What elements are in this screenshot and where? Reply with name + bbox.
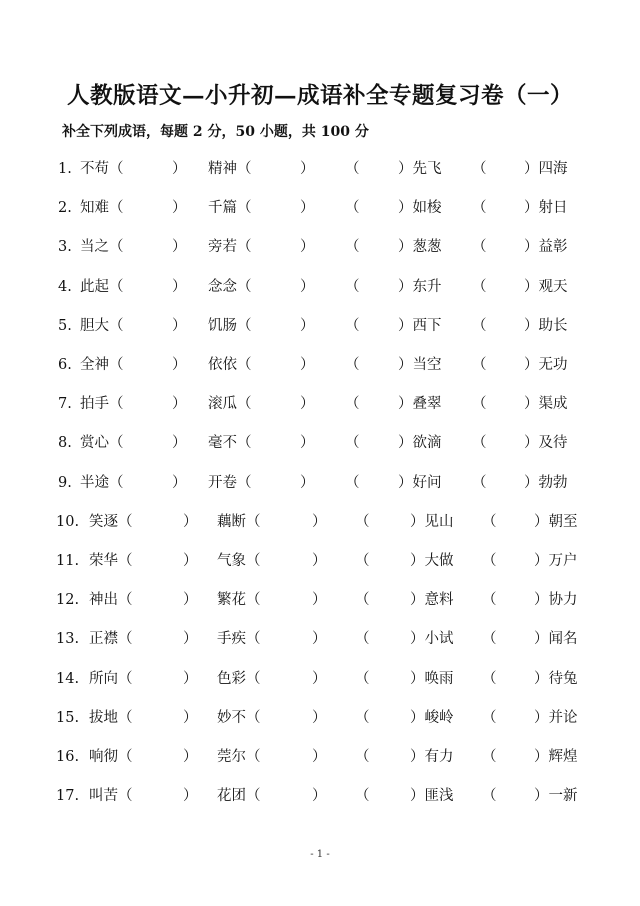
page-title: 人教版语文—小升初—成语补全专题复习卷（一） [66, 83, 573, 109]
blank-2-prefix: 莞尔（ [217, 749, 261, 765]
blank-2-prefix: 滚瓜（ [208, 396, 252, 413]
blank-1-prefix: 不苟（ [80, 161, 124, 177]
blank-2-close: ） [300, 396, 315, 413]
blank-3-open: （ [345, 239, 360, 256]
question-number: 17. [56, 788, 80, 805]
blank-3-suffix: ）峻岭 [410, 709, 454, 726]
blank-4-suffix: ）辉煌 [534, 749, 578, 765]
blank-2-close: ） [300, 357, 315, 373]
blank-3-open: （ [345, 396, 360, 413]
question-number: 12. [56, 592, 80, 609]
blank-4-open: （ [482, 513, 497, 530]
blank-2-prefix: 依依（ [208, 357, 252, 373]
blank-1-prefix: 所向（ [89, 670, 133, 687]
blank-1-close: ） [183, 553, 198, 569]
blank-2-close: ） [300, 161, 315, 177]
blank-3-open: （ [345, 278, 360, 295]
blank-1-close: ） [172, 435, 187, 452]
blank-4-open: （ [482, 631, 497, 648]
blank-2-close: ） [312, 749, 327, 765]
blank-4-suffix: ）助长 [524, 317, 568, 334]
blank-1-prefix: 正襟（ [89, 631, 133, 648]
question-row [0, 275, 640, 299]
question-number: 13. [56, 631, 80, 648]
blank-3-open: （ [355, 631, 370, 648]
blank-1-close: ） [183, 670, 198, 687]
question-number: 5. [58, 317, 72, 334]
question-number: 7. [58, 396, 72, 413]
blank-4-suffix: ）四海 [524, 161, 568, 177]
blank-1-prefix: 此起（ [80, 278, 124, 295]
question-row [0, 431, 640, 455]
blank-2-close: ） [300, 474, 315, 491]
blank-4-open: （ [472, 474, 487, 491]
blank-2-close: ） [312, 513, 327, 530]
question-number: 9. [58, 474, 72, 491]
instruction-text: 补全下列成语，每题 2 分，50 小题，共 100 分 [62, 124, 369, 140]
blank-4-open: （ [472, 357, 487, 373]
question-number: 6. [58, 357, 72, 373]
blank-2-prefix: 精神（ [208, 161, 252, 177]
blank-3-open: （ [345, 357, 360, 373]
blank-4-open: （ [482, 788, 497, 805]
blank-2-prefix: 花团（ [217, 788, 261, 805]
blank-3-suffix: ）叠翠 [398, 396, 442, 413]
blank-1-prefix: 拔地（ [89, 709, 133, 726]
blank-3-open: （ [355, 788, 370, 805]
blank-1-prefix: 赏心（ [80, 435, 124, 452]
blank-4-suffix: ）射日 [524, 200, 568, 217]
blank-1-close: ） [183, 749, 198, 765]
blank-4-suffix: ）朝至 [534, 513, 578, 530]
blank-1-prefix: 荣华（ [89, 553, 133, 569]
blank-4-suffix: ）协力 [534, 592, 578, 609]
question-number: 10. [56, 513, 80, 530]
blank-2-close: ） [300, 278, 315, 295]
blank-3-open: （ [355, 513, 370, 530]
blank-1-close: ） [172, 357, 187, 373]
question-number: 16. [56, 749, 80, 765]
question-number: 14. [56, 670, 80, 687]
question-number: 8. [58, 435, 72, 452]
question-row [0, 510, 640, 534]
blank-4-suffix: ）待兔 [534, 670, 578, 687]
blank-1-prefix: 响彻（ [89, 749, 133, 765]
blank-4-open: （ [472, 396, 487, 413]
blank-4-open: （ [482, 553, 497, 569]
blank-3-suffix: ）东升 [398, 278, 442, 295]
blank-2-prefix: 色彩（ [217, 670, 261, 687]
question-number: 11. [56, 553, 80, 569]
question-row [0, 784, 640, 808]
blank-3-open: （ [355, 670, 370, 687]
blank-2-prefix: 毫不（ [208, 435, 252, 452]
blank-1-close: ） [183, 513, 198, 530]
blank-3-suffix: ）唤雨 [410, 670, 454, 687]
blank-2-close: ） [300, 435, 315, 452]
blank-1-close: ） [172, 200, 187, 217]
blank-3-open: （ [355, 709, 370, 726]
blank-3-open: （ [345, 200, 360, 217]
blank-3-suffix: ）有力 [410, 749, 454, 765]
blank-1-close: ） [172, 161, 187, 177]
blank-3-open: （ [355, 592, 370, 609]
blank-3-open: （ [345, 161, 360, 177]
blank-2-close: ） [312, 670, 327, 687]
question-row [0, 314, 640, 338]
blank-2-prefix: 千篇（ [208, 200, 252, 217]
blank-2-prefix: 旁若（ [208, 239, 252, 256]
blank-1-close: ） [183, 709, 198, 726]
blank-4-open: （ [482, 592, 497, 609]
blank-4-suffix: ）观天 [524, 278, 568, 295]
blank-4-open: （ [482, 749, 497, 765]
blank-4-suffix: ）并论 [534, 709, 578, 726]
blank-1-close: ） [183, 592, 198, 609]
question-number: 3. [58, 239, 72, 256]
blank-3-suffix: ）葱葱 [398, 239, 442, 256]
page-number: - 1 - [310, 849, 330, 860]
question-row [0, 392, 640, 416]
blank-3-suffix: ）意料 [410, 592, 454, 609]
blank-2-prefix: 藕断（ [217, 513, 261, 530]
blank-1-prefix: 拍手（ [80, 396, 124, 413]
blank-1-close: ） [183, 788, 198, 805]
blank-1-close: ） [172, 396, 187, 413]
blank-3-open: （ [345, 435, 360, 452]
blank-2-close: ） [300, 239, 315, 256]
blank-1-close: ） [172, 317, 187, 334]
blank-3-open: （ [345, 474, 360, 491]
blank-4-suffix: ）渠成 [524, 396, 568, 413]
blank-3-suffix: ）小试 [410, 631, 454, 648]
blank-2-prefix: 念念（ [208, 278, 252, 295]
blank-2-close: ） [312, 788, 327, 805]
blank-4-open: （ [472, 278, 487, 295]
blank-4-open: （ [472, 317, 487, 334]
blank-4-open: （ [482, 670, 497, 687]
question-row [0, 353, 640, 377]
blank-4-suffix: ）益彰 [524, 239, 568, 256]
blank-4-suffix: ）勃勃 [524, 474, 568, 491]
blank-2-prefix: 气象（ [217, 553, 261, 569]
blank-4-open: （ [482, 709, 497, 726]
question-row [0, 549, 640, 573]
blank-1-close: ） [172, 239, 187, 256]
blank-1-prefix: 知难（ [80, 200, 124, 217]
blank-2-prefix: 繁花（ [217, 592, 261, 609]
blank-3-suffix: ）大做 [410, 553, 454, 569]
blank-1-prefix: 神出（ [89, 592, 133, 609]
blank-1-prefix: 当之（ [80, 239, 124, 256]
blank-3-open: （ [345, 317, 360, 334]
blank-1-close: ） [172, 474, 187, 491]
blank-3-suffix: ）好问 [398, 474, 442, 491]
question-number: 15. [56, 709, 80, 726]
blank-2-close: ） [300, 200, 315, 217]
blank-3-suffix: ）当空 [398, 357, 442, 373]
blank-3-suffix: ）欲滴 [398, 435, 442, 452]
question-number: 4. [58, 278, 72, 295]
blank-1-prefix: 全神（ [80, 357, 124, 373]
question-number: 1. [58, 161, 72, 177]
blank-4-open: （ [472, 200, 487, 217]
blank-3-suffix: ）如梭 [398, 200, 442, 217]
blank-4-suffix: ）万户 [534, 553, 578, 569]
question-row [0, 667, 640, 691]
blank-1-prefix: 胆大（ [80, 317, 124, 334]
blank-2-close: ） [300, 317, 315, 334]
question-row [0, 471, 640, 495]
blank-2-prefix: 妙不（ [217, 709, 261, 726]
blank-3-suffix: ）先飞 [398, 161, 442, 177]
blank-2-prefix: 开卷（ [208, 474, 252, 491]
question-row [0, 627, 640, 651]
blank-3-open: （ [355, 553, 370, 569]
blank-1-close: ） [172, 278, 187, 295]
blank-3-open: （ [355, 749, 370, 765]
blank-1-prefix: 叫苦（ [89, 788, 133, 805]
blank-2-close: ） [312, 631, 327, 648]
blank-1-prefix: 半途（ [80, 474, 124, 491]
blank-1-prefix: 笑逐（ [89, 513, 133, 530]
blank-4-suffix: ）一新 [534, 788, 578, 805]
question-row [0, 588, 640, 612]
blank-4-open: （ [472, 435, 487, 452]
blank-2-prefix: 饥肠（ [208, 317, 252, 334]
blank-1-close: ） [183, 631, 198, 648]
blank-4-open: （ [472, 161, 487, 177]
blank-3-suffix: ）匪浅 [410, 788, 454, 805]
blank-4-suffix: ）无功 [524, 357, 568, 373]
question-row [0, 157, 640, 181]
blank-2-close: ） [312, 553, 327, 569]
blank-2-close: ） [312, 709, 327, 726]
blank-4-suffix: ）闻名 [534, 631, 578, 648]
blank-3-suffix: ）西下 [398, 317, 442, 334]
question-row [0, 745, 640, 769]
question-row [0, 706, 640, 730]
question-row [0, 235, 640, 259]
blank-2-prefix: 手疾（ [217, 631, 261, 648]
question-row [0, 196, 640, 220]
question-number: 2. [58, 200, 72, 217]
blank-3-suffix: ）见山 [410, 513, 454, 530]
blank-4-suffix: ）及待 [524, 435, 568, 452]
blank-2-close: ） [312, 592, 327, 609]
blank-4-open: （ [472, 239, 487, 256]
